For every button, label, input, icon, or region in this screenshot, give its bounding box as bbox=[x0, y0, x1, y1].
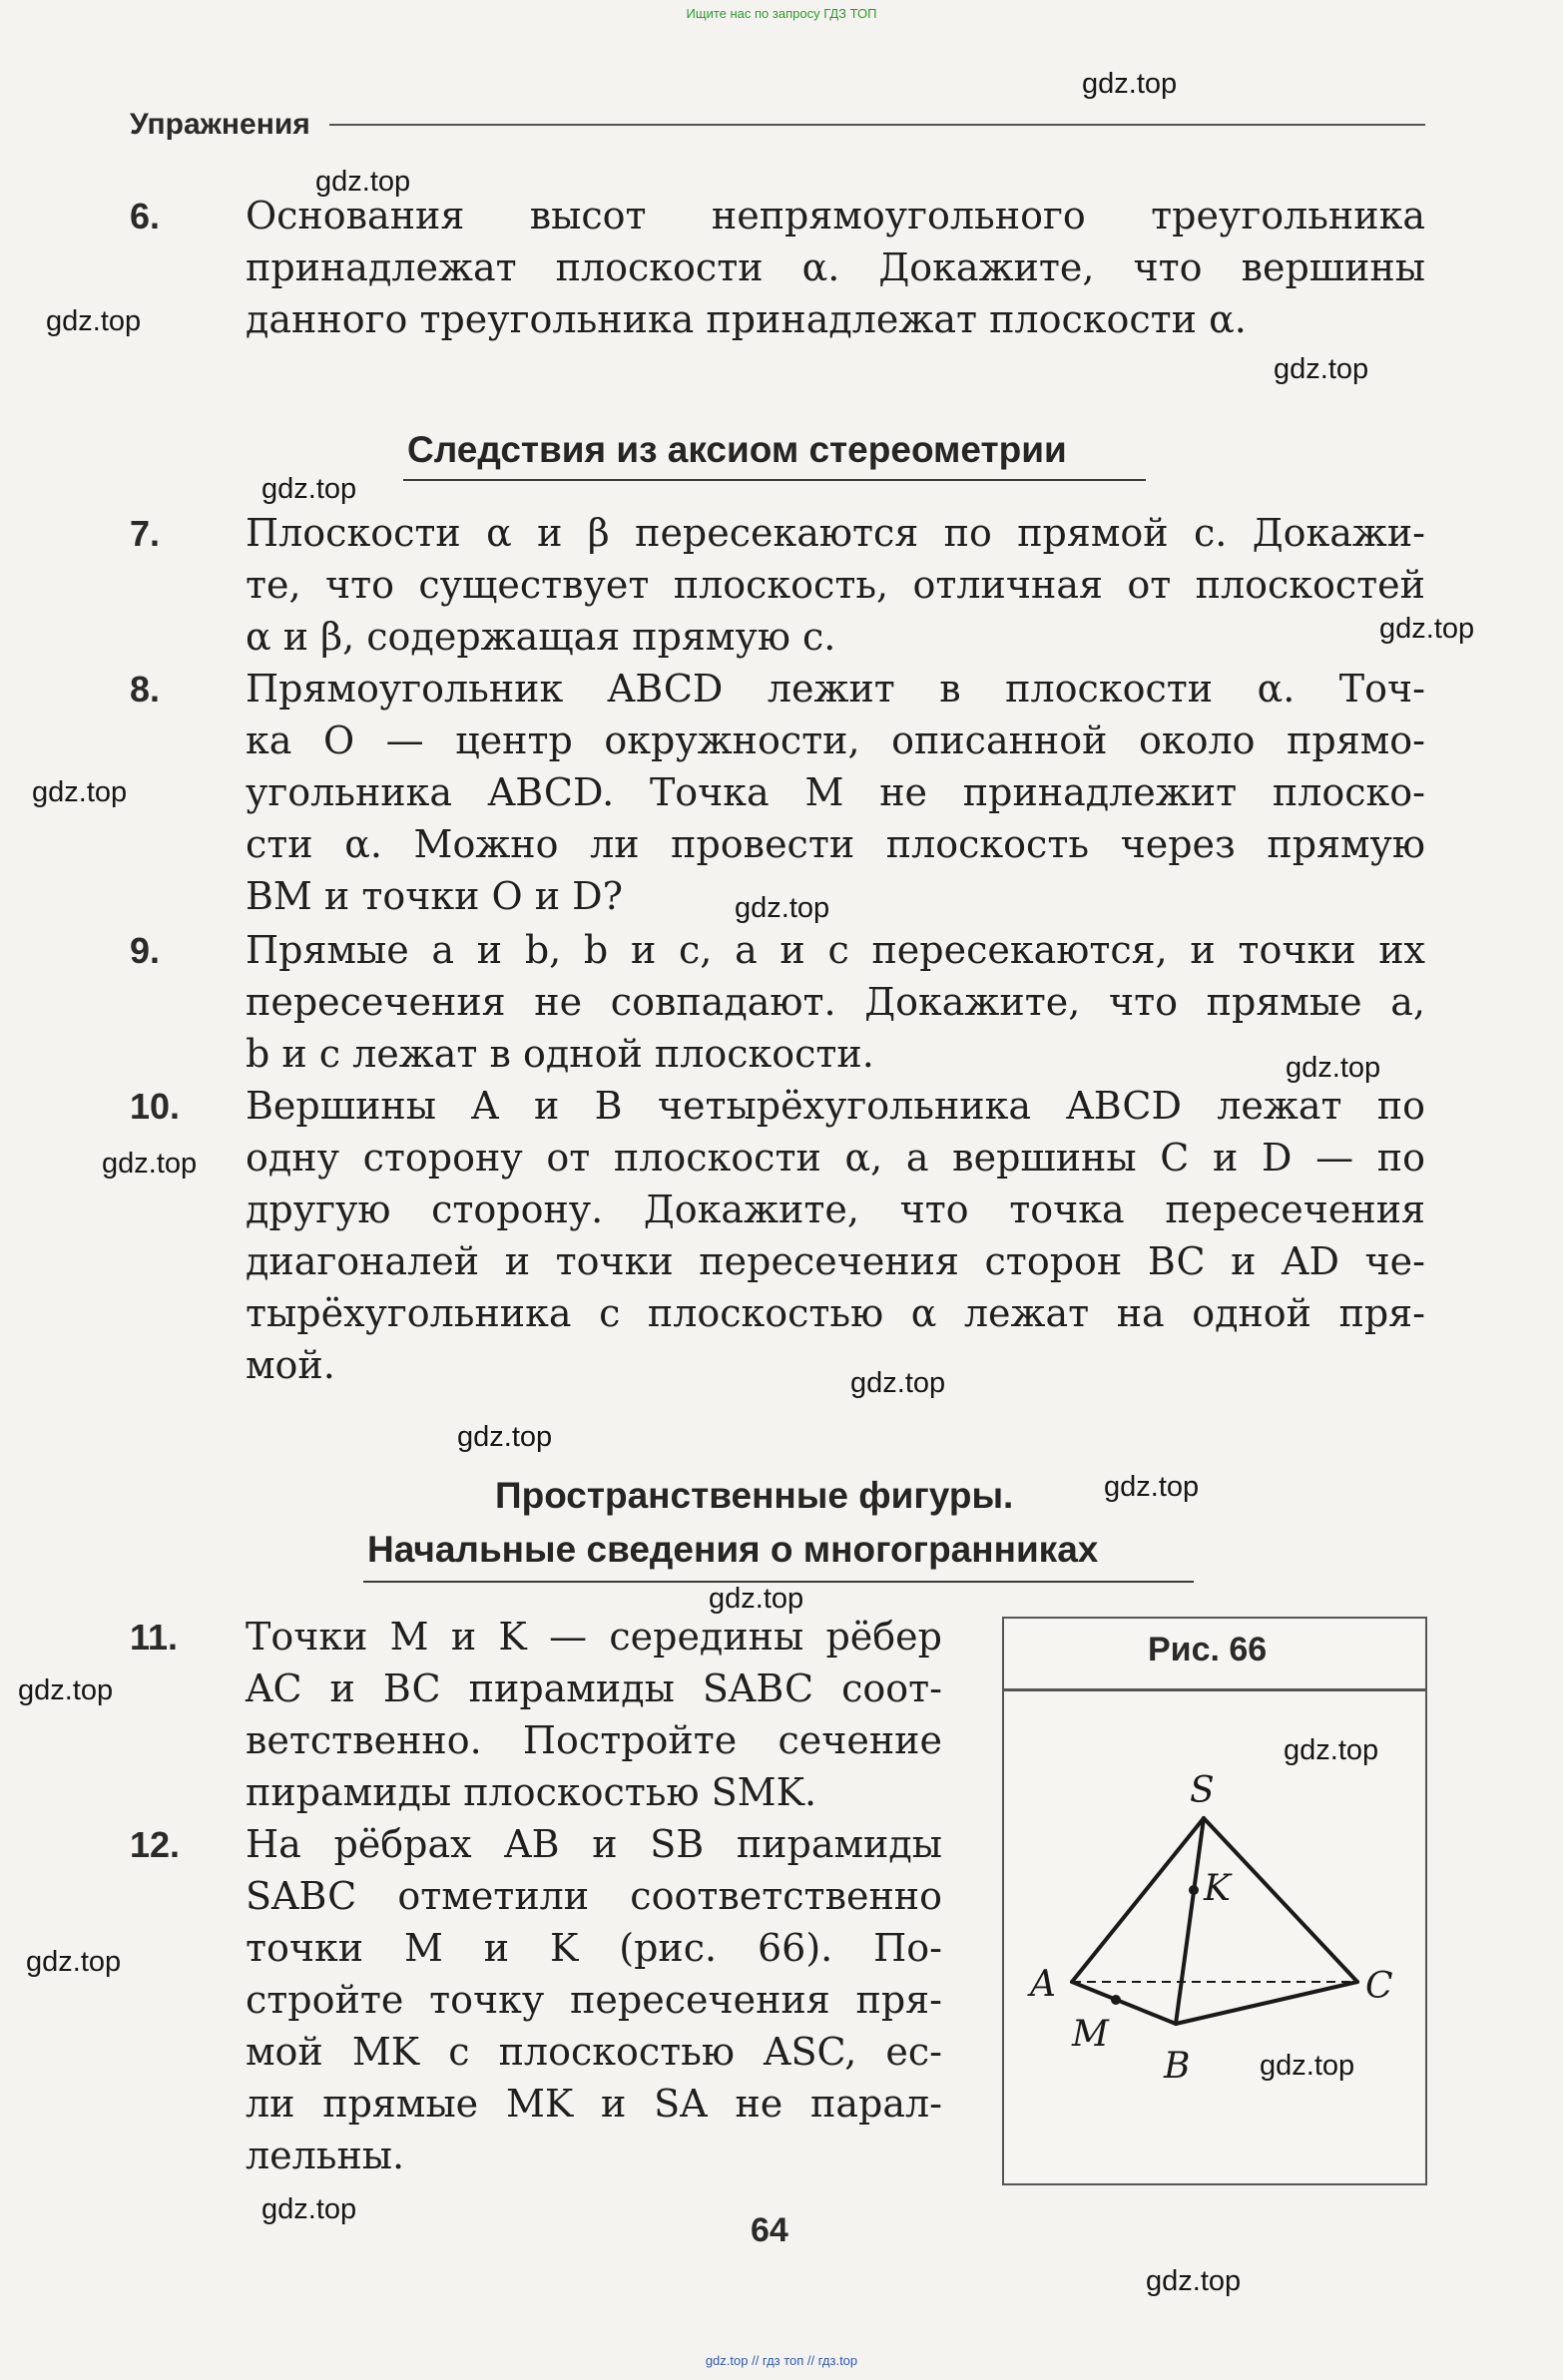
watermark: gdz.top bbox=[1260, 2050, 1355, 2082]
watermark: gdz.top bbox=[709, 1583, 804, 1615]
text-line: мой. bbox=[246, 1343, 335, 1387]
watermark: gdz.top bbox=[850, 1367, 946, 1399]
label-A: A bbox=[1030, 1964, 1056, 2005]
watermark: gdz.top bbox=[1286, 1052, 1381, 1084]
text-line: Основания высот непрямоугольного треугольника bbox=[246, 194, 1425, 238]
text-line: лельны. bbox=[246, 2134, 405, 2177]
exercise-11-number: 11. bbox=[130, 1617, 179, 1658]
figure-title: Рис. 66 bbox=[1148, 1631, 1268, 1668]
text-line: AC и BC пирамиды SABC соот- bbox=[246, 1666, 942, 1710]
watermark: gdz.top bbox=[102, 1148, 198, 1180]
section-underline bbox=[403, 479, 1146, 481]
label-S: S bbox=[1190, 1770, 1215, 1811]
exercise-11-text bbox=[246, 1611, 942, 1818]
text-line: α и β, содержащая прямую c. bbox=[246, 615, 836, 659]
exercise-7-text bbox=[246, 507, 1425, 663]
watermark: gdz.top bbox=[46, 305, 142, 337]
text-line: b и c лежат в одной плоскости. bbox=[246, 1032, 874, 1076]
text-line: пирамиды плоскостью SMK. bbox=[246, 1770, 817, 1814]
label-K: K bbox=[1204, 1868, 1231, 1909]
point-K bbox=[1189, 1885, 1199, 1895]
label-B: B bbox=[1164, 2046, 1191, 2087]
figure-66-box bbox=[1002, 1617, 1427, 2185]
text-line: ли прямые MK и SA не парал- bbox=[246, 2082, 942, 2126]
text-line: пересечения не совпадают. Докажите, что прямые a, bbox=[246, 980, 1425, 1024]
exercise-9-text bbox=[246, 924, 1425, 1080]
text-line: Точки M и K — середины рёбер bbox=[246, 1615, 942, 1659]
watermark: gdz.top bbox=[315, 166, 411, 198]
text-line: диагоналей и точки пересечения сторон BC и AD че- bbox=[246, 1239, 1425, 1283]
text-line: сти α. Можно ли провести плоскость через прямую bbox=[246, 822, 1425, 866]
watermark: gdz.top bbox=[1274, 353, 1369, 385]
text-line: ка O — центр окружности, описанной около прямо- bbox=[246, 718, 1425, 762]
text-line: Плоскости α и β пересекаются по прямой c. Докажи- bbox=[246, 511, 1425, 555]
text-line: точки M и K (рис. 66). По- bbox=[246, 1926, 942, 1970]
text-line: Вершины A и B четырёхугольника ABCD лежат по bbox=[246, 1084, 1425, 1128]
text-line: Прямоугольник ABCD лежит в плоскости α. Точ- bbox=[246, 667, 1425, 711]
exercise-10-text bbox=[246, 1080, 1425, 1391]
watermark: gdz.top bbox=[1082, 68, 1178, 100]
watermark: gdz.top bbox=[32, 776, 128, 808]
watermark: gdz.top bbox=[457, 1421, 553, 1453]
exercise-8-number: 8. bbox=[130, 669, 161, 710]
point-M bbox=[1111, 1995, 1121, 2005]
text-line: принадлежат плоскости α. Докажите, что вершины bbox=[246, 245, 1425, 289]
header-rule bbox=[329, 124, 1425, 126]
bottom-note: gdz.top // гдз топ // гдз.top bbox=[705, 2353, 858, 2368]
text-line: данного треугольника принадлежат плоскости α. bbox=[246, 297, 1247, 341]
text-line: BM и точки O и D? bbox=[246, 874, 623, 918]
exercise-8-text bbox=[246, 663, 1425, 922]
text-line: ветственно. Постройте сечение bbox=[246, 1718, 942, 1762]
text-line: другую сторону. Докажите, что точка пересечения bbox=[246, 1188, 1425, 1231]
exercise-12-number: 12. bbox=[130, 1824, 181, 1865]
text-line: стройте точку пересечения пря- bbox=[246, 1978, 942, 2022]
page-number: 64 bbox=[751, 2211, 788, 2249]
top-search-note: Ищите нас по запросу ГДЗ ТОП bbox=[686, 6, 877, 21]
watermark: gdz.top bbox=[261, 473, 357, 505]
text-line: тырёхугольника с плоскостью α лежат на одной пря- bbox=[246, 1291, 1425, 1335]
label-C: C bbox=[1365, 1966, 1393, 2007]
exercise-6-text bbox=[246, 190, 1425, 345]
text-line: одну сторону от плоскости α, а вершины C и D — по bbox=[246, 1136, 1425, 1180]
exercise-7-number: 7. bbox=[130, 513, 161, 554]
watermark: gdz.top bbox=[26, 1946, 122, 1978]
section-title-polyhedra: Начальные сведения о многогранниках bbox=[367, 1529, 1099, 1570]
text-line: мой MK с плоскостью ASC, ес- bbox=[246, 2030, 942, 2074]
watermark: gdz.top bbox=[1284, 1734, 1379, 1766]
exercise-9-number: 9. bbox=[130, 930, 161, 971]
pyramid-diagram bbox=[1004, 1619, 1425, 2183]
watermark: gdz.top bbox=[1104, 1471, 1200, 1503]
label-M: M bbox=[1072, 2014, 1109, 2055]
edge-BC bbox=[1176, 1982, 1357, 2024]
text-line: SABC отметили соответственно bbox=[246, 1874, 942, 1918]
page-header: Упражнения bbox=[130, 108, 310, 141]
watermark: gdz.top bbox=[735, 892, 830, 924]
text-line: На рёбрах AB и SB пирамиды bbox=[246, 1822, 942, 1866]
exercise-12-text bbox=[246, 1818, 942, 2181]
watermark: gdz.top bbox=[18, 1674, 114, 1706]
watermark: gdz.top bbox=[261, 2193, 357, 2225]
section-title-spatial-figures: Пространственные фигуры. bbox=[495, 1475, 1014, 1516]
watermark: gdz.top bbox=[1146, 2265, 1242, 2297]
exercise-6-number: 6. bbox=[130, 196, 161, 237]
text-line: те, что существует плоскость, отличная от плоскостей bbox=[246, 563, 1425, 607]
exercise-10-number: 10. bbox=[130, 1086, 181, 1127]
text-line: угольника ABCD. Точка M не принадлежит плоско- bbox=[246, 770, 1425, 814]
section-title-corollaries: Следствия из аксиом стереометрии bbox=[407, 429, 1067, 470]
text-line: Прямые a и b, b и c, a и c пересекаются, и точки их bbox=[246, 928, 1425, 972]
watermark: gdz.top bbox=[1379, 613, 1475, 645]
